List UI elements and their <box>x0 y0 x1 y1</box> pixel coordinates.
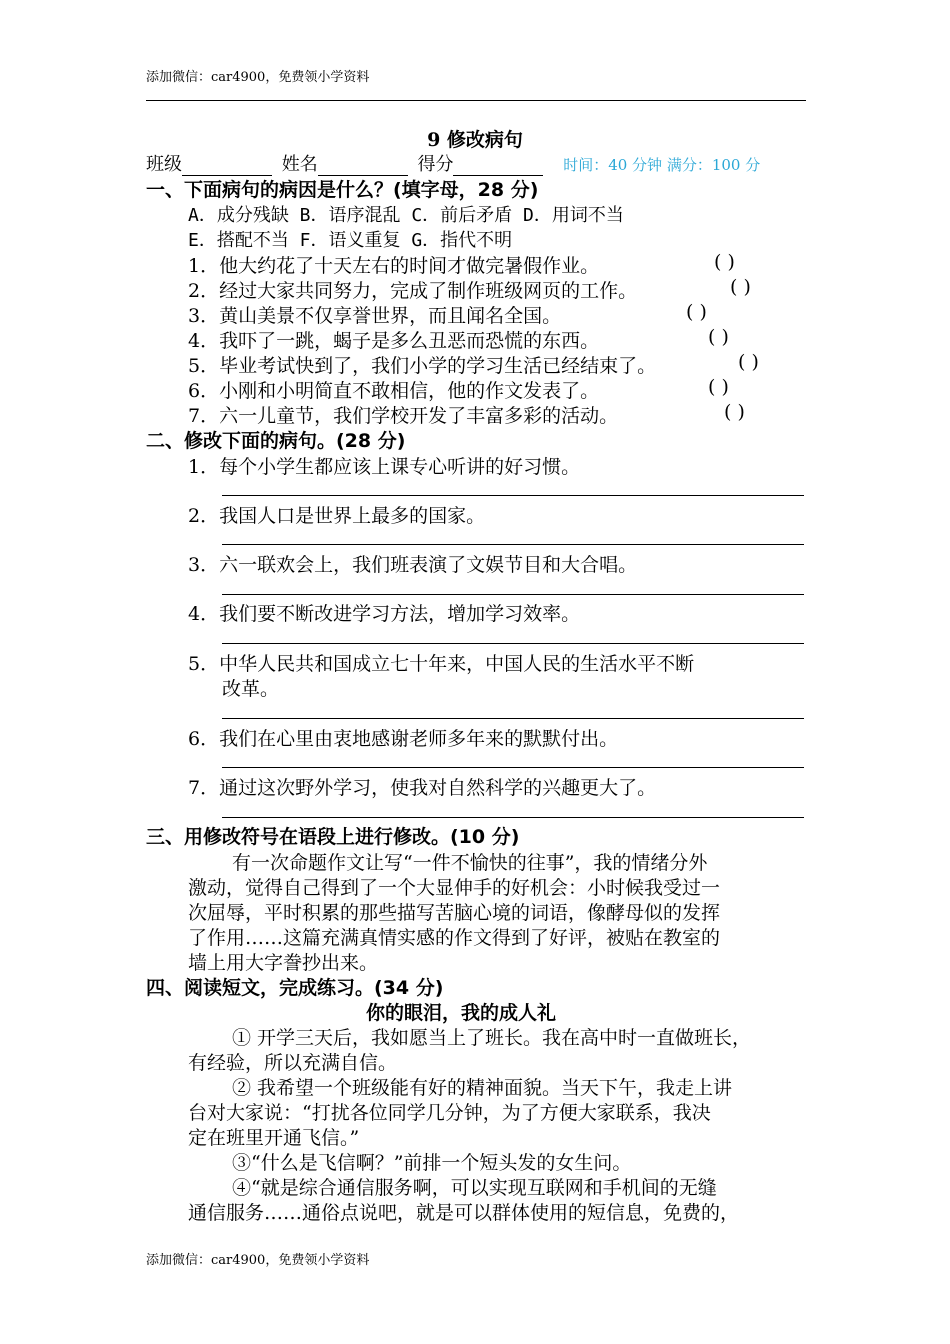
s2-item-5-cont: 改革。 <box>222 678 280 700</box>
s3-line-3: 次屈辱，平时积累的那些描写苦脑心境的词语，像酵母似的发挥 <box>188 902 721 924</box>
s4-line-1: ① 开学三天后，我如愿当上了班长。我在高中时一直做班长， <box>232 1027 752 1049</box>
s2-item-1: 1．每个小学生都应该上课专心听讲的好习惯。 <box>188 456 581 478</box>
score-label: 得分 <box>417 154 454 175</box>
s2-item-4: 4．我们要不断改进学习方法，增加学习效率。 <box>188 603 581 625</box>
answer-line-2[interactable] <box>222 544 804 545</box>
s2-item-3: 3．六一联欢会上，我们班表演了文娱节目和大合唱。 <box>188 554 638 576</box>
s1-item-4: 4．我吓了一跳，蝎子是多么丑恶而恐慌的东西。 <box>188 330 600 352</box>
score-blank[interactable] <box>453 158 543 176</box>
s2-item-5: 5．中华人民共和国成立七十年来，中国人民的生活水平不断 <box>188 653 695 675</box>
header-watermark: 添加微信：car4900，免费领小学资料 <box>146 70 370 85</box>
s1-item-5: 5．毕业考试快到了，我们小学的学习生活已经结束了。 <box>188 355 657 377</box>
s2-item-6: 6．我们在心里由衷地感谢老师多年来的默默付出。 <box>188 728 619 750</box>
s3-line-5: 墙上用大字誊抄出来。 <box>188 952 379 974</box>
reading-title: 你的眼泪，我的成人礼 <box>366 1002 557 1024</box>
s4-line-4: 台对大家说：“打扰各位同学几分钟，为了方便大家联系，我决 <box>188 1102 711 1124</box>
s4-line-8: 通信服务……通俗点说吧，就是可以群体使用的短信息，免费的， <box>188 1202 740 1224</box>
answer-paren-6[interactable]: ( ) <box>708 376 729 398</box>
s1-item-2: 2．经过大家共同努力，完成了制作班级网页的工作。 <box>188 280 638 302</box>
section4-heading: 四、阅读短文，完成练习。(34 分) <box>146 977 444 999</box>
s3-line-2: 激动，觉得自己得到了一个大显伸手的好机会：小时候我受过一 <box>188 877 721 899</box>
s3-line-4: 了作用……这篇充满真情实感的作文得到了好评，被贴在教室的 <box>188 927 721 949</box>
answer-paren-3[interactable]: ( ) <box>686 301 707 323</box>
page-title: 9 修改病句 <box>427 129 523 151</box>
answer-line-7[interactable] <box>222 817 804 818</box>
s1-item-1: 1．他大约花了十天左右的时间才做完暑假作业。 <box>188 255 600 277</box>
student-info-line <box>146 150 760 176</box>
name-label: 姓名 <box>281 154 318 175</box>
s4-line-5: 定在班里开通飞信。” <box>188 1127 360 1149</box>
options-line-2: E．搭配不当 F．语义重复 G．指代不明 <box>188 230 513 251</box>
s4-line-7: ④“就是综合通信服务啊，可以实现互联网和手机间的无缝 <box>232 1177 717 1199</box>
answer-paren-7[interactable]: ( ) <box>724 401 745 423</box>
answer-paren-1[interactable]: ( ) <box>714 251 735 273</box>
class-label: 班级 <box>146 154 182 175</box>
answer-line-1[interactable] <box>222 495 804 496</box>
section2-heading: 二、修改下面的病句。(28 分) <box>146 430 406 452</box>
answer-paren-4[interactable]: ( ) <box>708 326 729 348</box>
header-rule <box>146 100 806 101</box>
s4-line-6: ③“什么是飞信啊？”前排一个短头发的女生问。 <box>232 1152 632 1174</box>
s1-item-7: 7．六一儿童节，我们学校开发了丰富多彩的活动。 <box>188 405 619 427</box>
answer-line-6[interactable] <box>222 767 804 768</box>
s2-item-7: 7．通过这次野外学习，使我对自然科学的兴趣更大了。 <box>188 777 657 799</box>
answer-line-5[interactable] <box>222 718 804 719</box>
s1-item-3: 3．黄山美景不仅享誉世界，而且闻名全国。 <box>188 305 562 327</box>
class-blank[interactable] <box>182 158 272 176</box>
answer-line-3[interactable] <box>222 594 804 595</box>
answer-paren-5[interactable]: ( ) <box>738 351 759 373</box>
name-blank[interactable] <box>318 158 408 176</box>
section1-heading: 一、下面病句的病因是什么？(填字母，28 分) <box>146 179 539 201</box>
answer-paren-2[interactable]: ( ) <box>730 276 751 298</box>
time-info: 时间：40 分钟 满分：100 分 <box>563 156 761 174</box>
s4-line-3: ② 我希望一个班级能有好的精神面貌。当天下午，我走上讲 <box>232 1077 733 1099</box>
s2-item-2: 2．我国人口是世界上最多的国家。 <box>188 505 486 527</box>
options-line-1: A．成分残缺 B．语序混乱 C．前后矛盾 D．用词不当 <box>188 205 624 226</box>
answer-line-4[interactable] <box>222 643 804 644</box>
section3-heading: 三、用修改符号在语段上进行修改。(10 分) <box>146 826 520 848</box>
s1-item-6: 6．小刚和小明简直不敢相信，他的作文发表了。 <box>188 380 600 402</box>
s3-line-1: 有一次命题作文让写“一件不愉快的往事”，我的情绪分外 <box>232 852 708 874</box>
footer-watermark: 添加微信：car4900，免费领小学资料 <box>146 1253 370 1268</box>
s4-line-2: 有经验，所以充满自信。 <box>188 1052 398 1074</box>
